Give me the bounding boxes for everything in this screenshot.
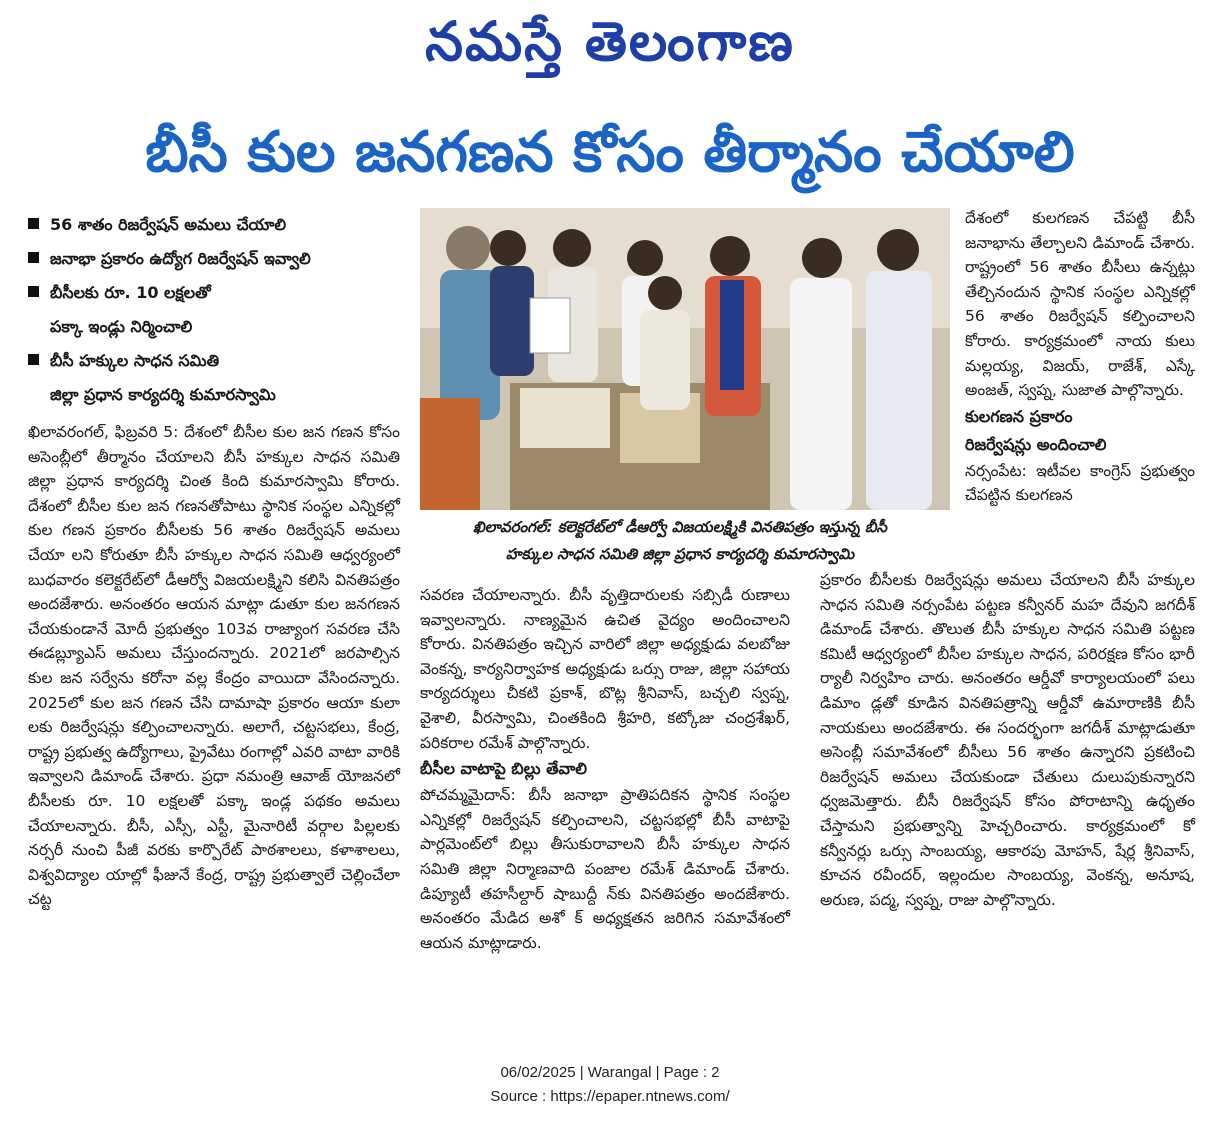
article-paragraph: పోచమ్మమైదాన్: బీసీ జనాభా ప్రాతిపదికన స్థానిక సంస్థల ఎన్నికల్లో రిజర్వేషన్ కల్పించాలని, చట్టసభల్లో బీసీ వాటాపై పార్లమెంట్‌లో బిల్లు తీసుకురావాలని బీసీ హక్కుల సాధన సమితి జిల్లా నిర్మాణవాది పంజాల రమేశ్ డిమాండ్ చేశారు. డిప్యూటీ తహసీల్దార్ షాబుద్దీ న్‌కు వినతిపత్రం అందజేశారు. అనంతరం మేడిద అశో క్ అధ్యక్షతన జరిగిన సమావేశంలో ఆయన మాట్లాడారు. xyxy=(420,786,790,952)
highlight-text: బీసీలకు రూ. 10 లక్షలతో xyxy=(50,283,211,302)
subheading: బీసీల వాటాపై బిల్లు తేవాలి xyxy=(420,759,588,779)
highlight-text: జనాభా ప్రకారం ఉద్యోగ రిజర్వేషన్ ఇవ్వాలి xyxy=(50,249,311,268)
bullet-square-icon xyxy=(28,286,39,297)
headline: బీసీ కుల జనగణన కోసం తీర్మానం చేయాలి xyxy=(145,120,1075,185)
highlight-text-continued: జిల్లా ప్రధాన కార్యదర్శి కుమారస్వామి xyxy=(50,385,276,404)
bullet-square-icon xyxy=(28,218,39,229)
highlights-list xyxy=(28,208,398,412)
photo-caption-line: హక్కుల సాధన సమితి జిల్లా ప్రధాన కార్యదర్శి కుమారస్వామి xyxy=(505,545,855,563)
subheading: కులగణన ప్రకారం xyxy=(965,406,1073,426)
highlight-item xyxy=(28,344,398,412)
article-paragraph: సవరణ చేయాలన్నారు. బీసీ వృత్తిదారులకు సబ్సిడీ రుణాలు ఇవ్వాలన్నారు. నాణ్యమైన ఉచిత వైద్యం అందించాలని కోరారు. వినతిపత్రం ఇచ్చిన వారిలో జిల్లా అధ్యక్షుడు వలబోజు వెంకన్న, కార్యనిర్వాహక అధ్యక్షుడు ఒర్సు రాజు, జిల్లా సహాయ కార్యదర్శులు చీకటి ప్రకాశ్, బొట్ల శ్రీనివాస్, బచ్చలి స్వప్న, వైశాలి, వీరస్వామి, చింతకింది శ్రీహరి, కట్కోజు చంద్రశేఖర్, పరికరాల రమేశ్ పాల్గొన్నారు. xyxy=(420,586,790,752)
news-photo-illustration xyxy=(420,208,950,510)
article-column-3 xyxy=(965,206,1195,508)
article-paragraph: ప్రకారం బీసీలకు రిజర్వేషన్లు అమలు చేయాలని బీసీ హక్కుల సాధన సమితి నర్సంపేట పట్టణ కన్వీనర్ మహ దేవుని జగదీశ్ డిమాండ్ చేశారు. తొలుత బీసీ హక్కుల సాధన సమితి పట్టణ కమిటీ ఆధ్వర్యంలో బీసీల హక్కుల సాధన, పరిరక్షణ కోసం భారీ ర్యాలీ నిర్వహిం చారు. అనంతరం ఆర్డీవో కార్యాలయంలో పలు డిమాం డ్లతో కూడిన వినతిపత్రాన్ని ఆర్డీవో ఉమారాణికి బీసీ నాయకులు అందజేశారు. ఈ సందర్భంగా జగదీశ్ మాట్లాడుతూ అసెంబ్లీ సమావేశంలో బీసీలు 56 శాతం ఉన్నారని ప్రకటించి రిజర్వేషన్ అమలు చేయకుండా చేతులు దులుపుకున్నారని ధ్వజమెత్తారు. బీసీ రిజర్వేషన్ కోసం పోరాటాన్ని ఉధృతం చేస్తామని ప్రభుత్వాన్ని హెచ్చరించారు. కార్యక్రమంలో కో కన్వీనర్లు ఒర్సు సాంబయ్య, ఆకారపు మోహన్, షేర్ల శ్రీనివాస్, కూచన రవీందర్, ఇల్లందుల సాంబయ్య, వెంకన్న, అనూష, అరుణ, పద్మ, స్వప్న, రాజు పాల్గొన్నారు. xyxy=(820,571,1195,909)
article-paragraph: ఖిలావరంగల్, ఫిబ్రవరి 5: దేశంలో బీసీల కుల జన గణన కోసం అసెంబ్లీలో తీర్మానం చేయాలని బీసీ హక్కుల సాధన సమితి జిల్లా ప్రధాన కార్యదర్శి చింత కింది కుమారస్వామి కోరారు. దేశంలో బీసీల కుల జన గణనతోపాటు స్థానిక సంస్థల ఎన్నికల్లో కుల గణన ప్రకారం బీసీలకు 56 శాతం రిజర్వేషన్ అమలు చేయా లని కోరుతూ బీసీ హక్కుల సాధన సమితి ఆధ్వర్యంలో బుధవారం కలెక్టరేట్‌లో డీఆర్వో విజయలక్ష్మిని కలిసి వినతిపత్రం అందజేశారు. అనంతరం ఆయన మాట్లా డుతూ కుల జనగణన చేయకుండానే మోదీ ప్రభుత్వం 103వ రాజ్యాంగ సవరణ చేసి ఈడబ్ల్యూఎస్ అమలు చేస్తుందన్నారు. 2021లో జరపాల్సిన కుల జన సర్వేను కరోనా వల్ల కేంద్రం వాయిదా వేసిందన్నారు. 2025లో కుల జన గణన చేసి దామాషా ప్రకారం ఆయా కులా లకు రిజర్వేషన్లు కల్పించాలన్నారు. అలాగే, చట్టసభలు, కేంద్ర, రాష్ట్ర ప్రభుత్వ ఉద్యోగాలు, ప్రైవేటు రంగాల్లో ఎవరి వాటా వారికి ఇవ్వాలని డిమాండ్ చేశారు. ప్రధా నమంత్రి ఆవాజ్ యోజనలో బీసీలకు రూ. 10 లక్షలతో పక్కా ఇండ్ల పథకం అమలు చేయాలన్నారు. బీసీ, ఎస్సీ, ఎస్టీ, మైనారిటీ వర్గాల పిల్లలకు నర్సరీ నుంచి పీజీ వరకు కార్పొరేట్ పాఠశాలలు, కళాశాలలు, విశ్వవిద్యాల యాల్లో ఫీజునే కేంద్ర, రాష్ట్ర ప్రభుత్వాలే చెల్లించేలా చట్ట xyxy=(28,423,400,909)
highlight-text: 56 శాతం రిజర్వేషన్ అమలు చేయాలి xyxy=(50,215,287,234)
footer-source-link[interactable]: Source : https://epaper.ntnews.com/ xyxy=(490,1088,730,1105)
subheading: రిజర్వేషన్లు అందించాలి xyxy=(965,434,1107,454)
news-photo xyxy=(420,208,950,510)
bullet-square-icon xyxy=(28,354,39,365)
page-footer xyxy=(0,1061,1220,1109)
bullet-square-icon xyxy=(28,252,39,263)
highlight-text-continued: పక్కా ఇండ్లు నిర్మించాలి xyxy=(50,317,193,336)
photo-caption-line: ఖిలావరంగల్: కలెక్టరేట్‌లో డీఆర్వో విజయలక్ష్మికి వినతిపత్రం ఇస్తున్న బీసీ xyxy=(473,518,887,536)
highlight-text: బీసీ హక్కుల సాధన సమితి xyxy=(50,351,220,370)
photo-caption xyxy=(420,514,940,568)
article-paragraph: నర్సంపేట: ఇటీవల కాంగ్రెస్ ప్రభుత్వం చేపట్టిన కులగణన xyxy=(965,461,1195,505)
highlight-item xyxy=(28,276,398,344)
highlight-item xyxy=(28,242,398,276)
footer-edition-info: 06/02/2025 | Warangal | Page : 2 xyxy=(500,1064,720,1081)
newspaper-masthead: నమస్తే తెలంగాణ xyxy=(425,9,795,73)
article-column-3-continued xyxy=(820,568,1195,912)
article-column-1 xyxy=(28,420,400,912)
article-paragraph: దేశంలో కులగణన చేపట్టి బీసీ జనాభాను తేల్చాలని డిమాండ్ చేశారు. రాష్ట్రంలో 56 శాతం బీసీలు ఉన్నట్లు తేల్చినందున స్థానిక సంస్థల ఎన్నికల్లో 56 శాతం రిజర్వేషన్ కల్పించాలని కోరారు. కార్యక్రమంలో నాయ కులు మల్లయ్య, విజయ్, రాజేశ్, ఎస్కే అంజత్, స్వప్న, సుజాత పాల్గొన్నారు. xyxy=(965,209,1195,400)
highlight-item xyxy=(28,208,398,242)
article-column-2 xyxy=(420,583,790,955)
